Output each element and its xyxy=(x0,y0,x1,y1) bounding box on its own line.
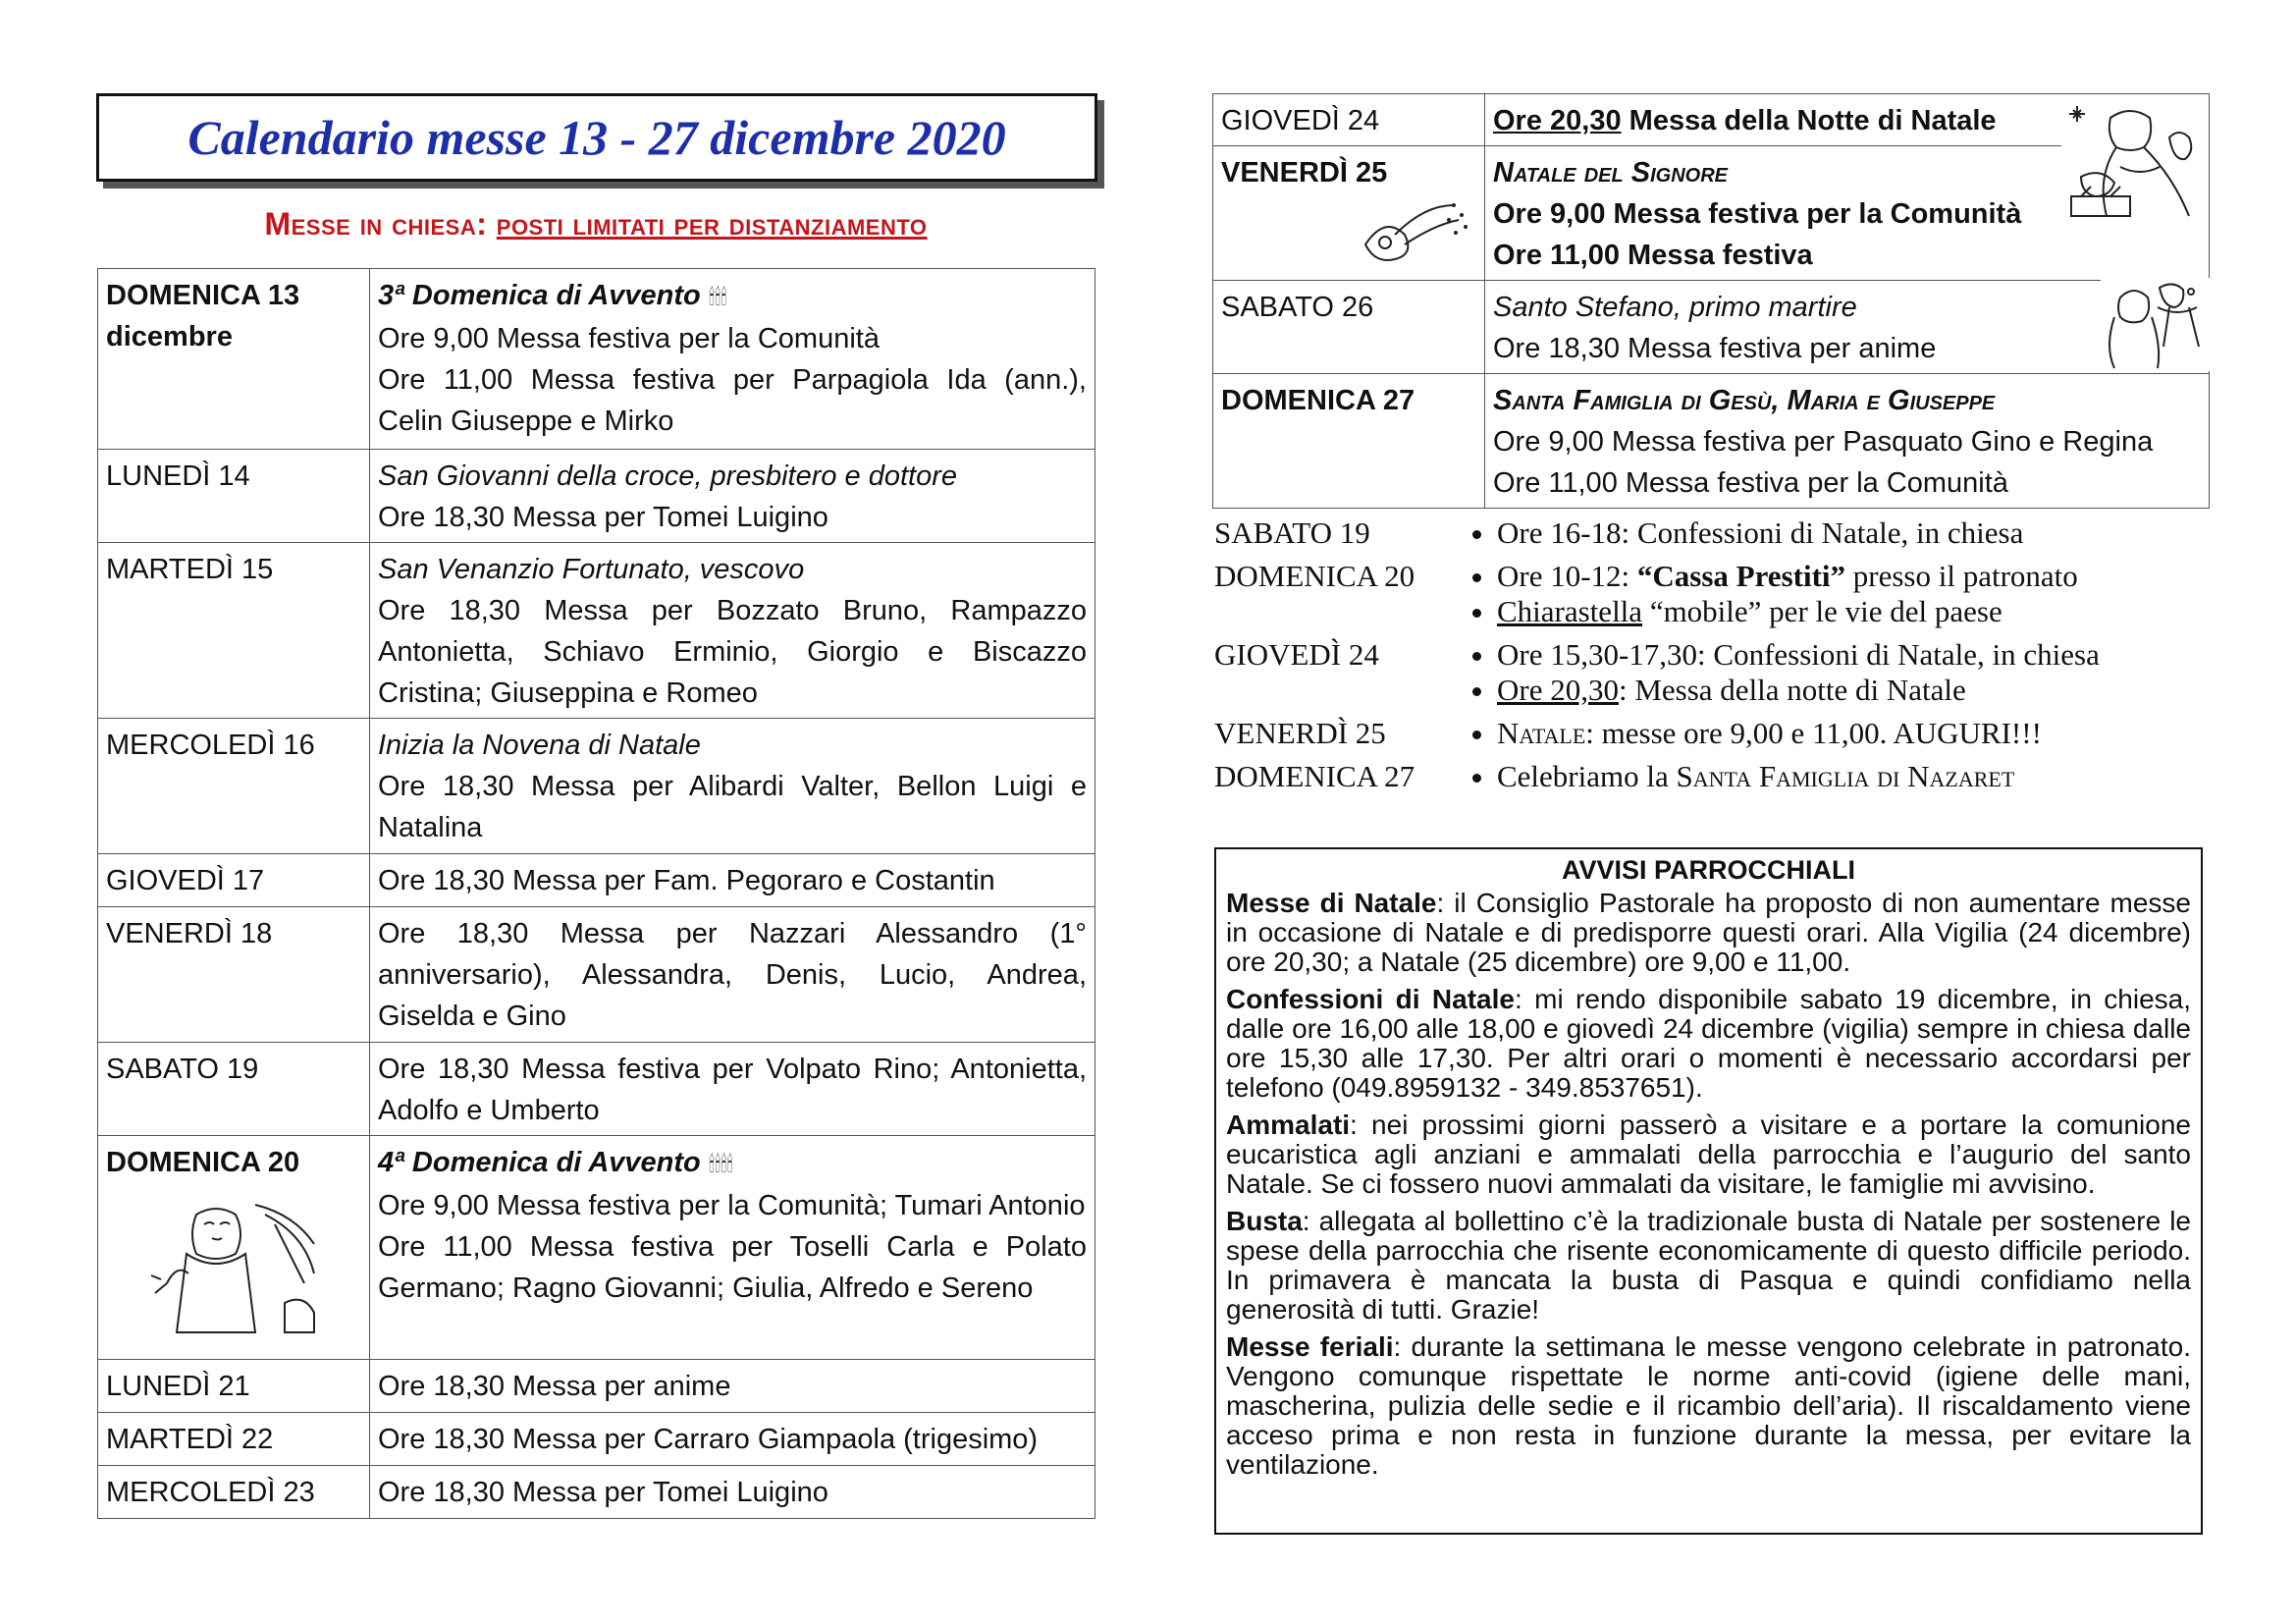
notice-paragraph xyxy=(1226,1207,2191,1325)
mass-cell xyxy=(370,1136,1095,1360)
feast-label: San Giovanni della croce, presbitero e dottore xyxy=(378,460,958,492)
day-cell: DOMENICA 13 dicembre xyxy=(98,269,370,450)
right-schedule-table xyxy=(1212,93,2210,509)
notice-label: Confessioni di Natale xyxy=(1226,984,1515,1014)
candles-icon: 🕯🕯🕯 xyxy=(708,285,727,309)
table-row xyxy=(98,1360,1095,1413)
events-list xyxy=(1214,515,2225,802)
event-item: • Ore 15,30-17,30: Confessioni di Natale, in chiesa xyxy=(1497,637,2100,673)
feast-label: Natale del Signore xyxy=(1493,157,1728,189)
feast-label: Santo Stefano, primo martire xyxy=(1493,292,1857,323)
event-day: DOMENICA 20 xyxy=(1214,559,1415,593)
table-row xyxy=(98,1466,1095,1519)
mass-line: Ore 9,00 Messa festiva per la Comunità; Tumari Antonio xyxy=(378,1190,1086,1221)
time-label: Ore 20,30 xyxy=(1493,105,1622,136)
day-cell: SABATO 19 xyxy=(98,1043,370,1136)
event-text: “mobile” per le vie del paese xyxy=(1642,594,2002,628)
table-row xyxy=(98,1413,1095,1466)
event-text: Ore 20,30 xyxy=(1497,673,1619,707)
table-row xyxy=(98,269,1095,450)
day-label: VENERDÌ 25 xyxy=(1221,157,1388,189)
day-cell: MERCOLEDÌ 16 xyxy=(98,719,370,854)
notice-text: : nei prossimi giorni passerò a visitare e a portare la comunione eucaristica agli anziani e ammalati della parrocchia e l’augurio del santo Natale. Se ci fossero nuovi ammalati da visitare, le famiglie mi avvisino. xyxy=(1226,1110,2191,1199)
notice-paragraph xyxy=(1226,1332,2191,1480)
mass-line: Ore 9,00 Messa festiva per la Comunità xyxy=(378,323,880,354)
mass-line: Ore 18,30 Messa per anime xyxy=(378,1371,731,1402)
mass-line: Ore 18,30 Messa festiva per anime xyxy=(1493,333,1937,364)
event-day: VENERDÌ 25 xyxy=(1214,716,1386,750)
nativity-illustration xyxy=(2061,98,2209,221)
mass-cell xyxy=(370,854,1095,907)
event-item xyxy=(1497,759,2014,794)
mass-line: Messa della Notte di Natale xyxy=(1621,105,1997,136)
feast-label: 3ª Domenica di Avvento xyxy=(378,280,701,311)
day-cell: VENERDÌ 18 xyxy=(98,907,370,1043)
notice-label: Ammalati xyxy=(1226,1110,1351,1140)
event-item xyxy=(1497,716,2042,751)
event-item xyxy=(1497,673,2100,708)
table-row xyxy=(98,854,1095,907)
mass-line: Ore 11,00 Messa festiva xyxy=(1493,240,1813,271)
mass-cell xyxy=(370,1043,1095,1136)
event-day: SABATO 19 xyxy=(1214,515,1370,550)
event-day: GIOVEDÌ 24 xyxy=(1214,637,1379,672)
day-cell xyxy=(98,1136,370,1360)
day-cell: GIOVEDÌ 17 xyxy=(98,854,370,907)
mass-line: Ore 18,30 Messa per Carraro Giampaola (trigesimo) xyxy=(378,1424,1039,1455)
event-row xyxy=(1214,515,2225,551)
event-row xyxy=(1214,716,2225,751)
day-cell: GIOVEDÌ 24 xyxy=(1213,94,1485,146)
candles-icon: 🕯🕯🕯🕯 xyxy=(708,1152,733,1176)
mass-cell xyxy=(1485,374,2210,509)
title-box xyxy=(96,93,1097,182)
feast-label: Santa Famiglia di Gesù, Maria e Giuseppe xyxy=(1493,385,1996,416)
mass-line: Ore 18,30 Messa per Nazzari Alessandro (1° anniversario), Alessandra, Denis, Lucio, Andrea, Giselda e Gino xyxy=(378,918,1087,1032)
subtitle-part1: Messe in chiesa: xyxy=(264,206,497,242)
day-cell: SABATO 26 xyxy=(1213,281,1485,374)
event-day: DOMENICA 27 xyxy=(1214,759,1415,793)
notice-text: : durante la settimana le messe vengono celebrate in patronato. Vengono comunque rispettate le norme anti-covid (igiene delle mani, mascherina, pulizia delle sedie e il ricambio dell’aria). Il riscaldamento viene acceso prima e non resta in funzione durante la messa, per evitare la ventilazione. xyxy=(1226,1331,2191,1480)
table-row xyxy=(98,450,1095,543)
mass-line: Ore 18,30 Messa per Bozzato Bruno, Rampazzo Antonietta, Schiavo Erminio, Giorgio e Biscazzo Cristina; Giuseppina e Romeo xyxy=(378,595,1087,709)
mass-line: Ore 18,30 Messa per Alibardi Valter, Bellon Luigi e Natalina xyxy=(378,771,1087,843)
mass-cell xyxy=(370,269,1095,450)
mass-cell xyxy=(370,719,1095,854)
mass-cell xyxy=(370,1413,1095,1466)
event-item xyxy=(1497,559,2078,594)
table-row xyxy=(98,1043,1095,1136)
mass-cell xyxy=(370,1466,1095,1519)
event-text: : Messa della notte di Natale xyxy=(1618,673,1966,707)
table-row xyxy=(1213,146,2210,281)
notice-label: Messe feriali xyxy=(1226,1331,1394,1362)
table-row xyxy=(1213,94,2210,146)
event-text: Ore 10-12: xyxy=(1497,559,1637,593)
table-row xyxy=(98,543,1095,719)
mass-cell xyxy=(370,1360,1095,1413)
event-item: • Ore 16-18: Confessioni di Natale, in chiesa xyxy=(1497,515,2023,551)
event-text: : messe ore 9,00 e 11,00. AUGURI!!! xyxy=(1585,716,2042,750)
notice-paragraph xyxy=(1226,889,2191,977)
table-row xyxy=(1213,374,2210,509)
table-row xyxy=(98,1136,1095,1360)
day-cell: LUNEDÌ 14 xyxy=(98,450,370,543)
event-row xyxy=(1214,759,2225,794)
day-cell: DOMENICA 27 xyxy=(1213,374,1485,509)
page-title: Calendario messe 13 - 27 dicembre 2020 xyxy=(187,110,1006,165)
mass-line: Ore 18,30 Messa per Tomei Luigino xyxy=(378,1477,828,1508)
holy-family-illustration xyxy=(2101,278,2214,371)
day-cell xyxy=(1213,146,1485,281)
mass-line: Ore 18,30 Messa per Fam. Pegoraro e Costantin xyxy=(378,865,995,896)
notices-box xyxy=(1214,847,2203,1535)
mass-line: Ore 18,30 Messa per Tomei Luigino xyxy=(378,502,828,533)
feast-label: Inizia la Novena di Natale xyxy=(378,730,701,761)
mass-line: Ore 11,00 Messa festiva per Toselli Carla e Polato Germano; Ragno Giovanni; Giulia, Alfredo e Sereno xyxy=(378,1231,1087,1304)
event-text: Chiarastella xyxy=(1497,594,1643,628)
event-text: Santa Famiglia di Nazaret xyxy=(1676,759,2015,793)
notice-text: : mi rendo disponibile sabato 19 dicembre, in chiesa, dalle ore 16,00 alle 18,00 e giovedì 24 dicembre (vigilia) sempre in chiesa dalle ore 15,30 alle 17,30. Per altri orari o momenti è necessario accordarsi per telefono (049.8959132 - 349.8537651). xyxy=(1226,984,2192,1103)
angel-illustration xyxy=(1356,195,1473,274)
left-schedule-table xyxy=(97,268,1095,1519)
subtitle xyxy=(96,206,1095,243)
notice-text: : il Consiglio Pastorale ha proposto di non aumentare messe in occasione di Natale e di predisporre questi orari. Alla Vigilia (24 dicembre) ore 20,30; a Natale (25 dicembre) ore 9,00 e 11,00. xyxy=(1226,888,2191,977)
mass-line: Ore 18,30 Messa festiva per Volpato Rino; Antonietta, Adolfo e Umberto xyxy=(378,1054,1087,1126)
feast-label: San Venanzio Fortunato, vescovo xyxy=(378,554,805,585)
notice-label: Messe di Natale xyxy=(1226,888,1437,918)
notice-paragraph xyxy=(1226,1110,2191,1199)
day-label: DOMENICA 20 xyxy=(106,1147,300,1178)
event-item xyxy=(1497,594,2078,629)
mass-cell xyxy=(370,907,1095,1043)
mass-cell xyxy=(370,450,1095,543)
event-text: presso il patronato xyxy=(1845,559,2078,593)
notice-label: Busta xyxy=(1226,1206,1303,1236)
mass-line: Ore 11,00 Messa festiva per Parpagiola Ida (ann.), Celin Giuseppe e Mirko xyxy=(378,364,1087,437)
table-row xyxy=(1213,281,2210,374)
table-row xyxy=(98,719,1095,854)
mass-cell xyxy=(370,543,1095,719)
event-row xyxy=(1214,637,2225,708)
annunciation-illustration xyxy=(137,1195,334,1342)
feast-label: 4ª Domenica di Avvento xyxy=(378,1147,701,1178)
event-text-bold: “Cassa Prestiti” xyxy=(1636,559,1846,593)
mass-line: Ore 11,00 Messa festiva per la Comunità xyxy=(1493,467,2008,499)
day-cell: LUNEDÌ 21 xyxy=(98,1360,370,1413)
mass-line: Ore 9,00 Messa festiva per Pasquato Gino e Regina xyxy=(1493,426,2154,458)
day-cell: MARTEDÌ 22 xyxy=(98,1413,370,1466)
notice-text: : allegata al bollettino c’è la tradizionale busta di Natale per sostenere le spese della parrocchia che risente economicamente di questo difficile periodo. In primavera è mancata la busta di Pasqua e quindi confidiamo nella generosità di tutti. Grazie! xyxy=(1226,1206,2191,1325)
day-cell: MERCOLEDÌ 23 xyxy=(98,1466,370,1519)
table-row xyxy=(98,907,1095,1043)
mass-line: Ore 9,00 Messa festiva per la Comunità xyxy=(1493,198,2022,230)
event-text: Natale xyxy=(1497,716,1586,750)
subtitle-part2: posti limitati per distanziamento xyxy=(496,206,928,242)
day-cell: MARTEDÌ 15 xyxy=(98,543,370,719)
notice-paragraph xyxy=(1226,985,2191,1103)
notices-heading: AVVISI PARROCCHIALI xyxy=(1561,855,1856,885)
event-text: Celebriamo la xyxy=(1497,759,1677,793)
event-row xyxy=(1214,559,2225,629)
